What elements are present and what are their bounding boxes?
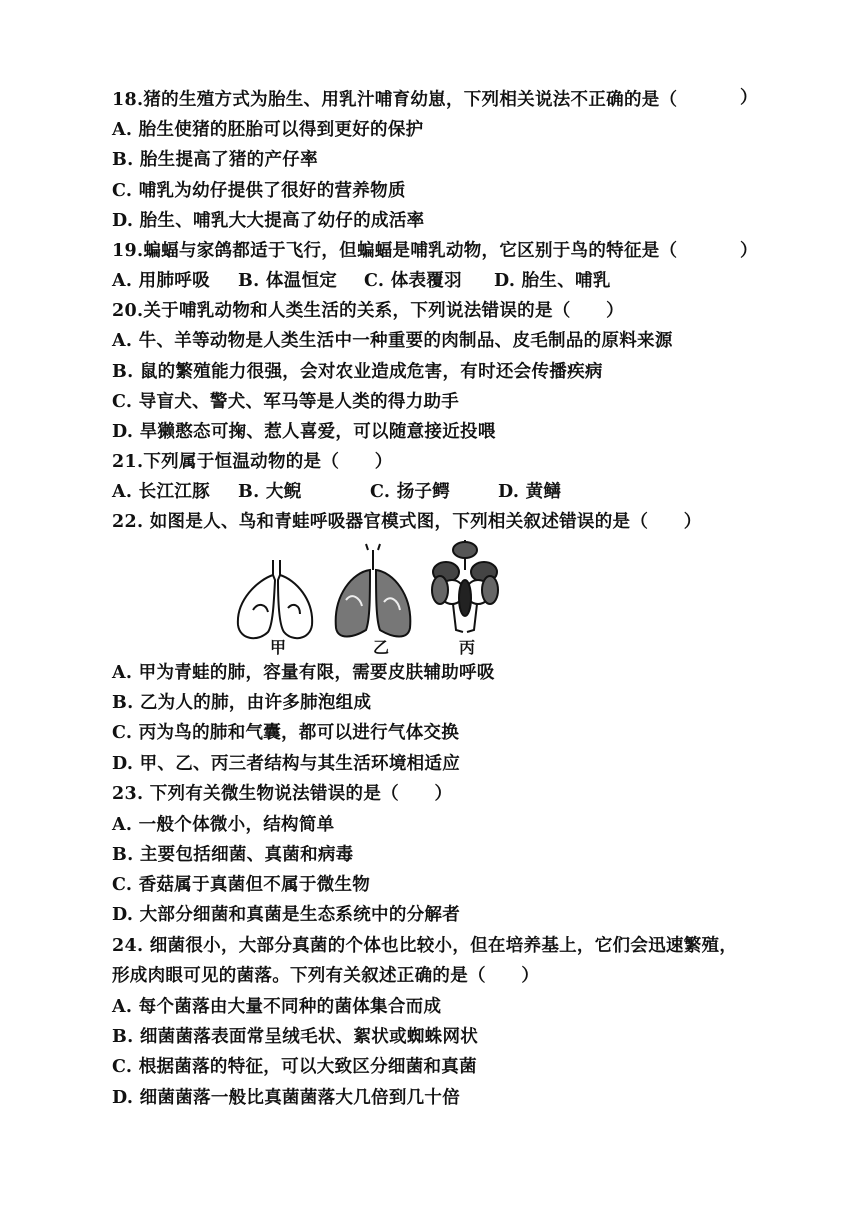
q22-option-c: C. 丙为鸟的肺和气囊，都可以进行气体交换 — [112, 723, 460, 743]
q21-option-c: C. 扬子鳄 — [370, 482, 451, 502]
q19-close-paren: ） — [740, 241, 758, 261]
q24-option-b: B. 细菌菌落表面常呈绒毛状、絮状或蜘蛛网状 — [112, 1027, 479, 1047]
q24-option-a: A. 每个菌落由大量不同种的菌体集合而成 — [112, 997, 442, 1017]
q21-option-b: B. 大鲵 — [238, 482, 302, 502]
q19-stem: 19.蝙蝠与家鸽都适于飞行，但蝙蝠是哺乳动物，它区别于鸟的特征是（ — [112, 241, 678, 261]
q23-option-a: A. 一般个体微小，结构简单 — [112, 815, 335, 835]
q19-option-a: A. 用肺呼吸 — [112, 271, 210, 291]
q22-option-d: D. 甲、乙、丙三者结构与其生活环境相适应 — [112, 754, 461, 774]
bird-lung-drawing — [432, 540, 498, 632]
q18-option-c: C. 哺乳为幼仔提供了很好的营养物质 — [112, 181, 406, 201]
q18-option-d: D. 胎生、哺乳大大提高了幼仔的成活率 — [112, 211, 425, 231]
q24-option-d: D. 细菌菌落一般比真菌菌落大几倍到几十倍 — [112, 1088, 461, 1108]
q18-close-paren: ） — [740, 88, 758, 108]
q24-stem-line2: 形成肉眼可见的菌落。下列有关叙述正确的是（ ） — [112, 966, 540, 986]
q20-option-a: A. 牛、羊等动物是人类生活中一种重要的肉制品、皮毛制品的原料来源 — [112, 331, 673, 351]
q18-stem: 18.猪的生殖方式为胎生、用乳汁哺育幼崽，下列相关说法不正确的是（ — [112, 90, 678, 110]
q21-option-d: D. 黄鳝 — [498, 482, 562, 502]
q20-stem: 20.关于哺乳动物和人类生活的关系，下列说法错误的是（ ） — [112, 301, 624, 321]
human-lung-drawing — [336, 544, 411, 637]
figure-label-yi: 乙 — [373, 638, 390, 657]
q23-stem: 23. 下列有关微生物说法错误的是（ ） — [112, 784, 453, 804]
q24-stem-line1: 24. 细菌很小，大部分真菌的个体也比较小，但在培养基上，它们会迅速繁殖， — [112, 936, 738, 956]
q22-option-b: B. 乙为人的肺，由许多肺泡组成 — [112, 693, 372, 713]
q23-option-d: D. 大部分细菌和真菌是生态系统中的分解者 — [112, 905, 461, 925]
q19-option-c: C. 体表覆羽 — [364, 271, 462, 291]
q20-option-c: C. 导盲犬、警犬、军马等是人类的得力助手 — [112, 392, 460, 412]
q22-stem: 22. 如图是人、鸟和青蛙呼吸器官模式图，下列相关叙述错误的是（ ） — [112, 512, 702, 532]
q19-options — [112, 269, 611, 293]
q24-option-c: C. 根据菌落的特征，可以大致区分细菌和真菌 — [112, 1057, 477, 1077]
figure-label-bing: 丙 — [459, 638, 476, 657]
figure-label-jia: 甲 — [270, 638, 287, 657]
q19-option-b: B. 体温恒定 — [238, 271, 338, 291]
q20-option-b: B. 鼠的繁殖能力很强，会对农业造成危害，有时还会传播疾病 — [112, 362, 603, 382]
q22-option-a: A. 甲为青蛙的肺，容量有限，需要皮肤辅助呼吸 — [112, 663, 495, 683]
q23-option-b: B. 主要包括细菌、真菌和病毒 — [112, 845, 354, 865]
q21-option-a: A. 长江江豚 — [112, 482, 210, 502]
q20-option-d: D. 旱獭憨态可掬、惹人喜爱，可以随意接近投喂 — [112, 422, 496, 442]
q18-option-b: B. 胎生提高了猪的产仔率 — [112, 150, 318, 170]
q21-options — [112, 480, 561, 504]
q18-option-a: A. 胎生使猪的胚胎可以得到更好的保护 — [112, 120, 424, 140]
frog-lung-drawing — [238, 560, 312, 638]
q19-option-d: D. 胎生、哺乳 — [494, 271, 611, 291]
q21-stem: 21.下列属于恒温动物的是（ ） — [112, 452, 393, 472]
q23-option-c: C. 香菇属于真菌但不属于微生物 — [112, 875, 371, 895]
